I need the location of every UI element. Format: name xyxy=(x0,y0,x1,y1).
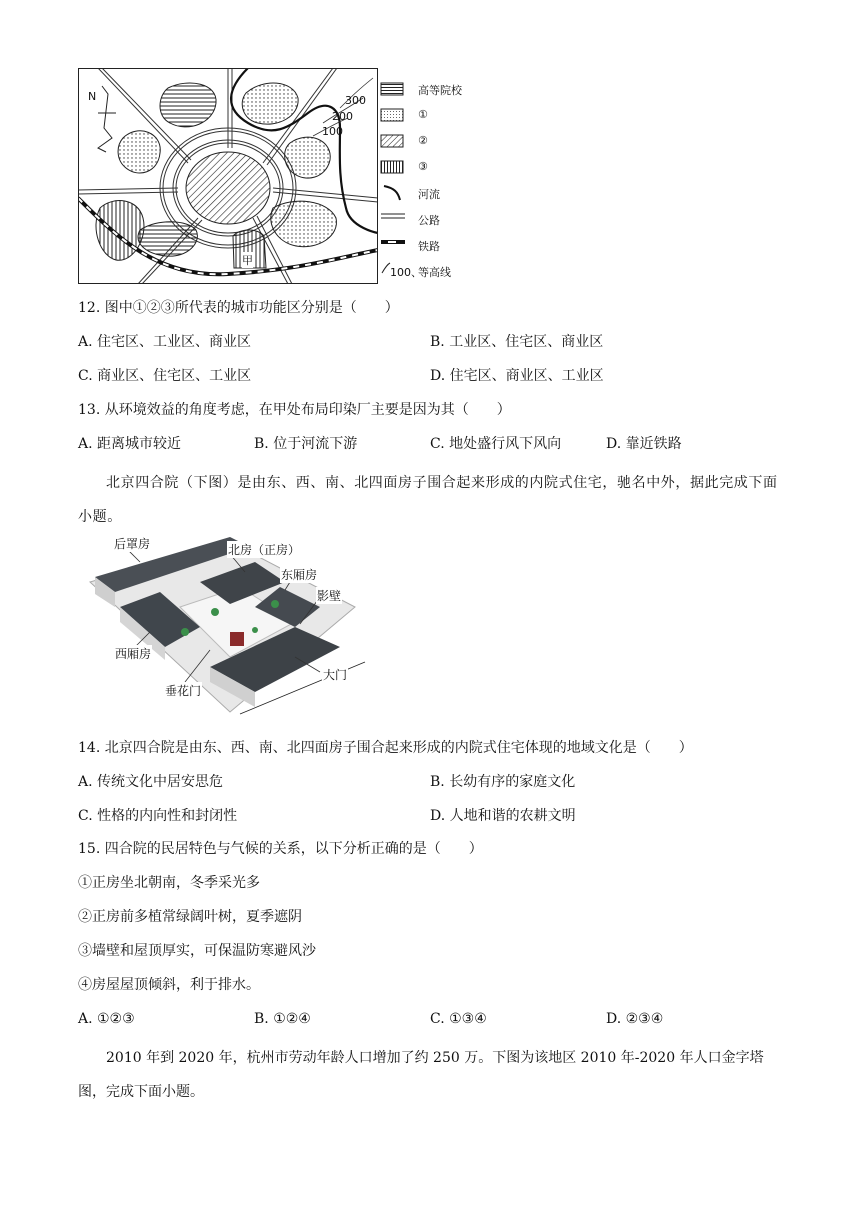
hangzhou-intro: 2010 年到 2020 年，杭州市劳动年龄人口增加了约 250 万。下图为该地区 2010 年-2020 年人口金字塔图，完成下面小题。 xyxy=(78,1050,764,1100)
label-back-house: 后罩房 xyxy=(114,537,151,551)
q13-stem: 13. 从环境效益的角度考虑，在甲处布局印染厂主要是因为其（ ） xyxy=(78,402,511,418)
siheyuan-drawing xyxy=(80,532,370,722)
legend-zone-3: ③ xyxy=(418,160,428,173)
q13-option-b[interactable]: B. 位于河流下游 xyxy=(254,436,358,452)
label-main-gate: 大门 xyxy=(323,668,348,682)
legend-railway: 铁路 xyxy=(418,240,440,253)
q15-option-c[interactable]: C. ①③④ xyxy=(430,1011,487,1027)
map-legend xyxy=(380,80,480,285)
q15-statement-1: ①正房坐北朝南，冬季采光多 xyxy=(78,875,260,891)
legend-contour-value: 100、 xyxy=(390,266,422,279)
legend-zone-1: ① xyxy=(418,108,428,121)
q14-option-a[interactable]: A. 传统文化中居安思危 xyxy=(78,774,224,790)
siheyuan-intro: 北京四合院（下图）是由东、西、南、北四面房子围合起来形成的内院式住宅，驰名中外，据此完成下面小题。 xyxy=(78,475,778,525)
q15-statement-4: ④房屋屋顶倾斜，利于排水。 xyxy=(78,977,260,993)
q12-option-b[interactable]: B. 工业区、住宅区、商业区 xyxy=(430,334,604,350)
q13-option-a[interactable]: A. 距离城市较近 xyxy=(78,436,182,452)
legend-river: 河流 xyxy=(418,188,440,201)
contour-label-200: 200 xyxy=(332,110,353,123)
legend-contour: 等高线 xyxy=(418,266,451,279)
north-label: N xyxy=(88,90,97,103)
legend-symbols xyxy=(380,80,410,280)
legend-road: 公路 xyxy=(418,214,440,227)
q14-option-b[interactable]: B. 长幼有序的家庭文化 xyxy=(430,774,576,790)
label-east-wing: 东厢房 xyxy=(281,568,318,582)
label-screen-wall: 影壁 xyxy=(317,589,342,603)
q15-statement-2: ②正房前多植常绿阔叶树，夏季遮阴 xyxy=(78,909,302,925)
label-north-house: 北房（正房） xyxy=(228,543,301,557)
q12-option-a[interactable]: A. 住宅区、工业区、商业区 xyxy=(78,334,252,350)
q15-stem: 15. 四合院的民居特色与气候的关系，以下分析正确的是（ ） xyxy=(78,841,483,857)
q14-option-d[interactable]: D. 人地和谐的农耕文明 xyxy=(430,808,576,824)
legend-university: 高等院校 xyxy=(418,84,462,97)
site-jia-label: 甲 xyxy=(242,254,253,267)
legend-zone-2: ② xyxy=(418,134,428,147)
q14-option-c[interactable]: C. 性格的内向性和封闭性 xyxy=(78,808,238,824)
label-inner-gate: 垂花门 xyxy=(165,684,202,698)
siheyuan-illustration xyxy=(80,532,370,722)
city-function-map xyxy=(78,68,378,284)
q15-option-d[interactable]: D. ②③④ xyxy=(606,1011,664,1027)
contour-label-100: 100 xyxy=(322,125,343,138)
q15-option-a[interactable]: A. ①②③ xyxy=(78,1011,135,1027)
q12-option-d[interactable]: D. 住宅区、商业区、工业区 xyxy=(430,368,604,384)
q15-option-b[interactable]: B. ①②④ xyxy=(254,1011,311,1027)
q12-stem: 12. 图中①②③所代表的城市功能区分别是（ ） xyxy=(78,300,399,316)
q14-stem: 14. 北京四合院是由东、西、南、北四面房子围合起来形成的内院式住宅体现的地域文化是（ ） xyxy=(78,740,693,756)
label-west-wing: 西厢房 xyxy=(115,647,152,661)
map-drawing xyxy=(78,68,378,284)
q13-option-c[interactable]: C. 地处盛行风下风向 xyxy=(430,436,562,452)
q12-option-c[interactable]: C. 商业区、住宅区、工业区 xyxy=(78,368,252,384)
q13-option-d[interactable]: D. 靠近铁路 xyxy=(606,436,682,452)
contour-label-300: 300 xyxy=(345,94,366,107)
q15-statement-3: ③墙壁和屋顶厚实，可保温防寒避风沙 xyxy=(78,943,316,959)
